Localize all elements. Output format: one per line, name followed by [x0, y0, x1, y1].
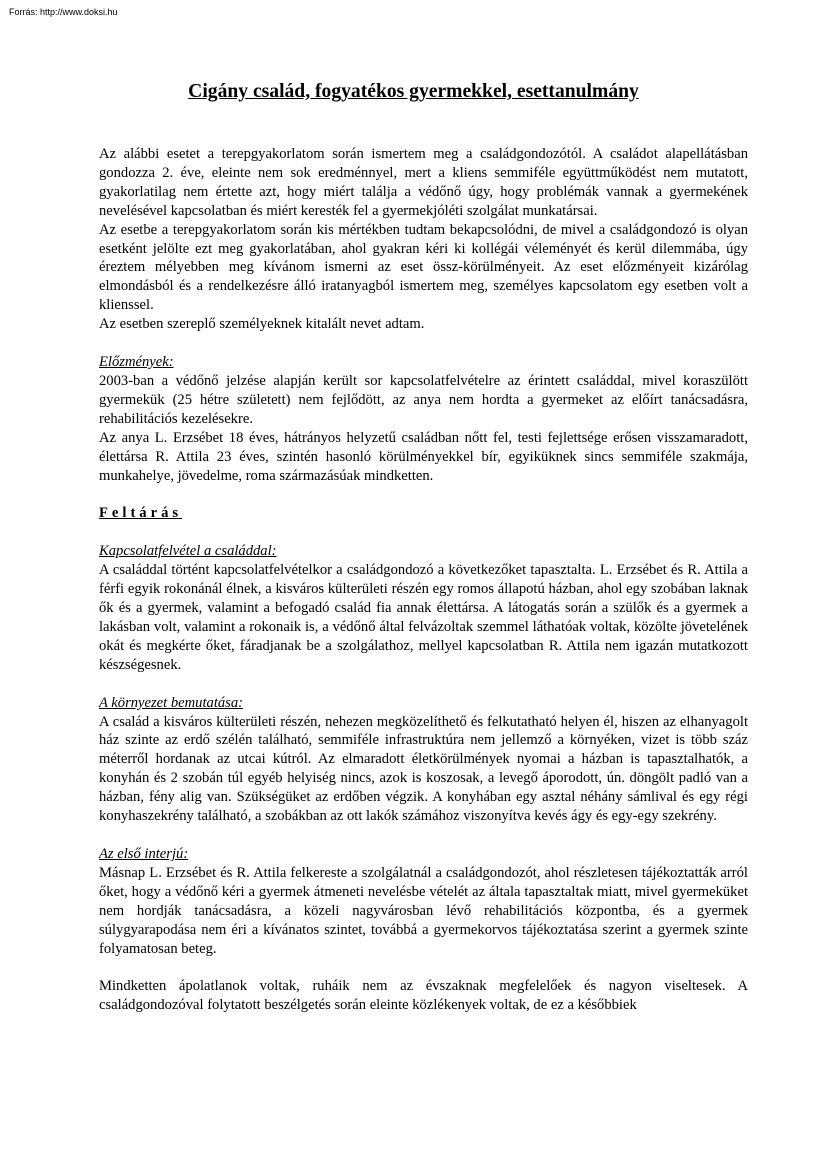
section-heading-exploration: Feltárás — [99, 505, 183, 522]
history-paragraph-2: Az anya L. Erzsébet 18 éves, hátrányos helyzetű családban nőtt fel, testi fejlettsége erősen visszamaradott, élettársa R. Attila 23 éves, szintén hasonló körülményekkel bír, egyiküknek sincs semmiféle szakmája, munkahelye, jövedelme, roma származásúak mindketten. — [99, 429, 748, 484]
contact-paragraph-1: A családdal történt kapcsolatfelvételkor a családgondozó a következőket tapasztalta. L. Erzsébet és R. Attila a férfi egyik rokonánál élnek, a kisváros külterületi részén egy romos állapotú házban, ahol egy szobában laknak ők és a gyermek, valamint a befogadó család fia annak élettársa. A látogatás során a szülők és a gyermek a lakásban volt, valamint a rokonaik is, a védőnő által felvázoltak szemmel láthatóak voltak, közölte jövetelének okát és megkérte őket, fáradjanak be a szolgálathoz, mellyel kapcsolatban R. Attila nem igazán mutatkozott készségesnek. — [99, 562, 748, 673]
spacer — [99, 826, 748, 845]
environment-paragraph-1: A család a kisváros külterületi részén, nehezen megközelíthető és felkutatható helyen él, hiszen az elhanyagolt ház szinte az erdő szélén található, semmiféle infrastruktúra nem jellemző a környéken, vizet is több száz méterről hordanak az utcai kútról. Az elmaradott életkörülmények nyomai a házban is tapasztalhatók, a konyhán és 2 szobán túl egyéb helyiség nincs, azok is koszosak, a levegő áporodott, ún. döngölt padló van a házban, fény alig van. Szükségüket az erdőben végzik. A konyhában egy asztal néhány sámlival és egy régi konyhaszekrény található, a szobákban az ott lakók számához viszonyítva kevés ágy és egy-egy szekrény. — [99, 713, 748, 825]
environment-heading: A környezet bemutatása: — [99, 694, 244, 711]
spacer — [99, 958, 748, 977]
interview-heading: Az első interjú: — [99, 846, 189, 862]
interview-paragraph-2: Mindketten ápolatlanok voltak, ruháik nem az évszaknak megfelelőek és nagyon viseltesek. A családgondozóval folytatott beszélgetés során eleinte közlékenyek voltak, de ez a későbbiek — [99, 978, 748, 1014]
spacer — [99, 334, 748, 353]
spacer — [99, 485, 748, 504]
spacer — [99, 675, 748, 694]
document-body — [99, 145, 748, 1015]
contact-heading: Kapcsolatfelvétel a családdal: — [99, 543, 277, 560]
intro-paragraph-1: Az alábbi esetet a terepgyakorlatom során ismertem meg a családgondozótól. A családot alapellátásban gondozza 2. éve, eleinte nem sok eredménnyel, mert a kliens semmiféle együttműködést nem mutatott, gyakorlatilag nem értette azt, hogy miért találja a védőnő úgy, hogy problémák vannak a gyermekének nevelésével kapcsolatban és miért keresték fel a gyermekjóléti szolgálat munkatársai. — [99, 146, 748, 219]
page-title: Cigány család, fogyatékos gyermekkel, esettanulmány — [188, 81, 639, 102]
history-paragraph-1: 2003-ban a védőnő jelzése alapján került sor kapcsolatfelvételre az érintett családdal, mivel koraszülött gyermekük (25 hétre született) nem fejlődött, az anya nem hordta a gyermeket az előírt tanácsadásra, rehabilitációs kezelésekre. — [99, 372, 748, 427]
history-heading: Előzmények: — [99, 354, 174, 371]
interview-paragraph-1: Másnap L. Erzsébet és R. Attila felkereste a szolgálatnál a családgondozót, ahol részletesen tájékoztatták arról őket, hogy a védőnő kéri a gyermek átmeneti nevelésbe vételét az általa tapasztaltak miatt, mivel gyermeküket nem hordják tanácsadásra, a közeli nagyvárosban lévő rehabilitációs központba, és a gyermek súlygyarapodása nem éri a kívánatos szintet, továbbá a gyermekorvos tájékoztatása szerint a gyermek szinte folyamatosan beteg. — [99, 864, 748, 957]
spacer — [99, 523, 748, 542]
intro-paragraph-3: Az esetben szereplő személyeknek kitalált nevet adtam. — [99, 316, 425, 333]
source-note: Forrás: http://www.doksi.hu — [9, 7, 118, 17]
intro-paragraph-2: Az esetbe a terepgyakorlatom során kis mértékben tudtam bekapcsolódni, de mivel a családgondozó is olyan esetként jelölte ezt meg gyakorlatában, ahol gyakran kéri ki kollégái véleményét és kerül dilemmába, úgy éreztem mélyebben meg kívánom ismerni az eset össz-körülményeit. Az eset előzményeit kizárólag elmondásból és a rendelkezésre álló iratanyagból ismertem meg, személyes kapcsolatom egy esetben volt a klienssel. — [99, 221, 748, 314]
